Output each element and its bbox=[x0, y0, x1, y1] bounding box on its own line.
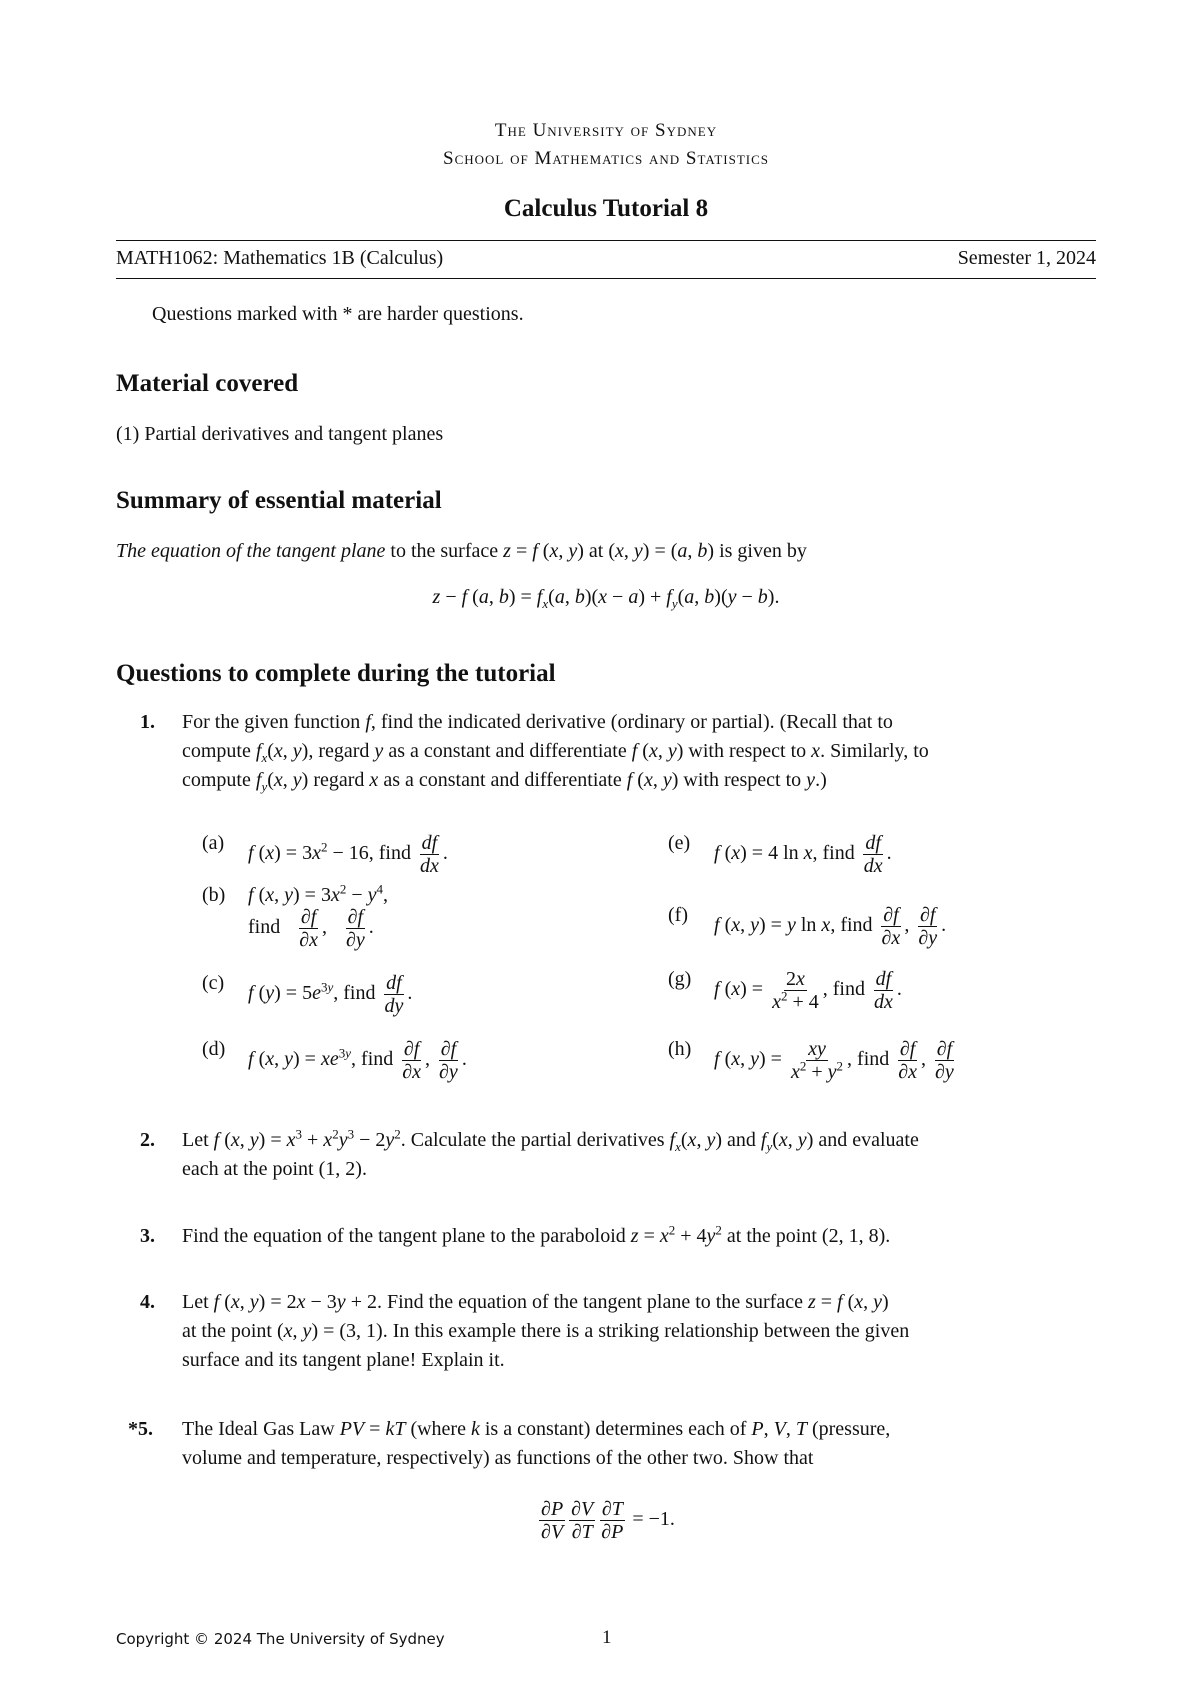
question-body: For the given function f, find the indicated derivative (ordinary or partial). (Recall that to compute $f_x(x$, y), regard y as a constant and differentiate f (x, y) with respect to x. Similarly, to compute $f_y(x$, y) regard x as a constant and differentiate f (x, y) with respect to y.) bbox=[182, 711, 929, 794]
document-page: The University of Sydney School of Mathematics and Statistics Calculus Tutorial 8 MATH1062: Mathematics 1B (Calculus) Semester 1, 2024 Questions marked with * are harder questions. Material covered (1) Partial derivatives and tangent planes Summary of essential material The equation of the tangent plane to the surface z = f (x, y) at (x, y) = (a, b) is given by z − f (a, $b) = f_x(a$, $b)(x - a) + f_y(a$, b)(y − b). Questions to complete during the tutorial 1. For the given function f, find the indicated derivative (ordinary or partial). (Recall that to compute $f_x(x$, y), regard y as a constant and differentiate f (x, y) with respect to x. Similarly, to compute $f_y(x$, y) regard x as a constant and differentiate f (x, y) with respect to y.) (a) f $(x) = 3x^2 - 16$, find $\frac{df}{dx}$ . (b) f (x, $y) = 3x^2 - y^4$, find $\frac{\partial f}{\partial x}$ , $\frac{\partial f}{\partial y}$ . (c) f $(y) = 5e^{3y}$, find $\frac{df}{dy}$ . (d) f (x, $y) = xe^{3y}$, find $\frac{\partial f}{\partial x}$ , $\frac{\partial f}{\partial y}$ . (e) f (x) = 4 ln x, find $\frac{df}{dx}$ . (f) f (x, y) = y ln x, find $\frac{\partial f}{\partial x}$ , $\frac{\partial f}{\partial y}$ . (g) f (x) = $\frac{2x}{x^2 + 4}$ , find $\frac{df}{dx}$ . (h) f (x, y) = $\frac{xy}{x^2 + y^2}$ , find $\frac{\partial f}{\partial x}$ , $\frac{\partial f}{\partial y}$ 2. Let f (x, $y) = x^3 + x^2y^3 - 2y^2$. Calculate the partial derivatives $f_x(x$, y) and $f_y(x$, y) and evaluate each at the point (1, 2). 3. Find the equation of the tangent plane to the paraboloid $z = x^2 + 4y^2$ at the point (2, 1, 8). 4. Let f (x, y) = 2x − 3y + 2. Find the equation of the tangent plane to the surface z = f (x, y) at the point (x, y) = (3, 1). In this example there is a striking relationship between the given surface and its tangent plane! Explain it. *5. The Ideal Gas Law PV = kT (where k is a constant) determines each of P, V, T (pressure, volume and temperature, respectively) as functions of the other two. Show that $\frac{\partial P}{\partial V}$ $\frac{\partial V}{\partial T}$ $\frac{\partial T}{\partial P}$ = −1. Copyright © 2024 The University of Sydney 1 bbox=[116, 120, 1096, 1648]
question-body: Let f (x, $y) = x^3 + x^2y^3 - 2y^2$. Calculate the partial derivatives $f_x(x$, y) and $f_y(x$, y) and evaluate each at the point (1, 2). bbox=[182, 1126, 919, 1180]
question-number: 2. bbox=[140, 1129, 155, 1151]
summary-italic: The equation of the tangent plane bbox=[116, 540, 386, 562]
material-item: (1) Partial derivatives and tangent planes bbox=[116, 423, 444, 445]
question-number: 3. bbox=[140, 1225, 155, 1247]
university-name: The University of Sydney bbox=[494, 120, 718, 141]
question-number: 1. bbox=[140, 711, 155, 733]
semester: Semester 1, 2024 bbox=[957, 247, 1096, 269]
course-code: MATH1062: Mathematics 1B (Calculus) bbox=[116, 247, 444, 269]
question-number: *5. bbox=[128, 1418, 153, 1440]
page-number: 1 bbox=[602, 1627, 612, 1648]
summary-heading: Summary of essential material bbox=[116, 487, 442, 514]
page-title: Calculus Tutorial 8 bbox=[503, 195, 709, 222]
gas-law-equation: $\frac{\partial P}{\partial V}$ $\frac{\partial V}{\partial T}$ $\frac{\partial T}{\partial P}$ = −1. bbox=[541, 1498, 675, 1543]
harder-note: Questions marked with * are harder questions. bbox=[152, 303, 524, 325]
summary-text: The equation of the tangent plane to the surface z = f (x, y) at (x, y) = (a, b) is given by bbox=[116, 540, 807, 562]
question-body: Find the equation of the tangent plane to the paraboloid $z = x^2 + 4y^2$ at the point (2, 1, 8). bbox=[182, 1222, 891, 1247]
material-heading: Material covered bbox=[116, 370, 299, 397]
header-rule-bottom bbox=[116, 278, 1096, 279]
question-number: 4. bbox=[140, 1291, 155, 1313]
school-name: School of Mathematics and Statistics bbox=[443, 148, 769, 169]
tangent-plane-equation: z − f (a, $b) = f_x(a$, $b)(x - a) + f_y(a$, b)(y − b). bbox=[432, 586, 780, 611]
header-rule-top bbox=[116, 240, 1096, 241]
question-body: The Ideal Gas Law PV = kT (where k is a constant) determines each of P, V, T (pressure, volume and temperature, respectively) as functions of the other two. Show that bbox=[182, 1418, 891, 1469]
question-body: Let f (x, y) = 2x − 3y + 2. Find the equation of the tangent plane to the surface z = f (x, y) at the point (x, y) = (3, 1). In this example there is a striking relationship between the given surface and its tangent plane! Explain it. bbox=[182, 1291, 910, 1371]
questions-heading: Questions to complete during the tutorial bbox=[116, 660, 556, 687]
copyright-footer: Copyright © 2024 The University of Sydney bbox=[116, 1630, 445, 1648]
